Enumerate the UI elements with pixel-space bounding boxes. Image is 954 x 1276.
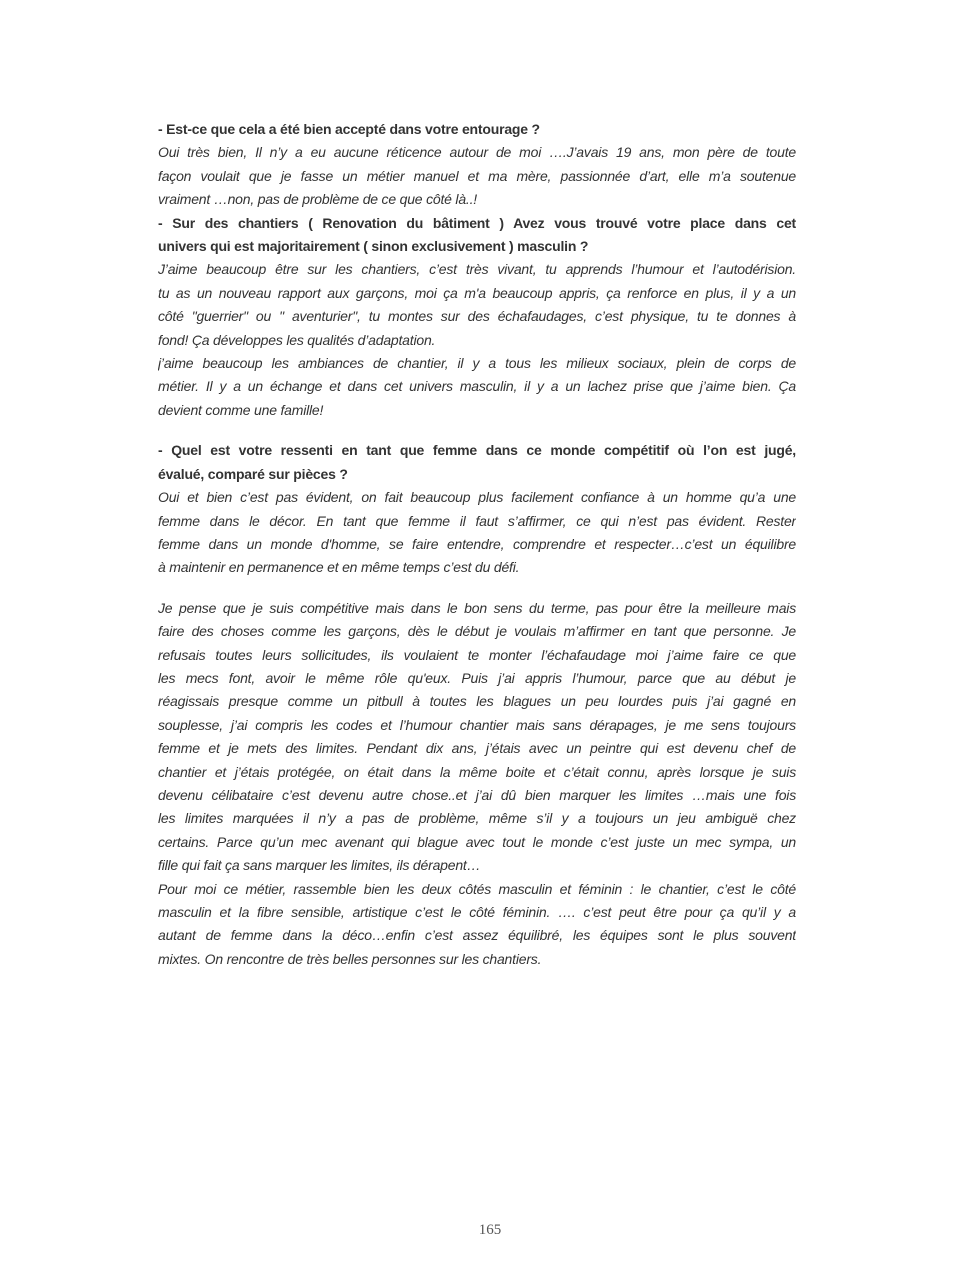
text-line: façon voulait que je fasse un métier manuel et ma mère, passionnée d’art, elle m’a soutenue [158,167,796,184]
text-line: Oui et bien c’est pas évident, on fait beaucoup plus facilement confiance à un homme qu’a une [158,489,796,506]
text-line: réagissais presque comme un pitbull à toutes les blagues un peu lourdes puis j’ai gagné en [158,693,796,710]
interview-answer [158,141,796,211]
text-line: Je pense que je suis compétitive mais dans le bon sens du terme, pas pour être la meilleure mais [158,599,796,616]
text-line: - Quel est votre ressenti en tant que femme dans ce monde compétitif où l’on est jugé, [158,442,796,459]
interview-answer [158,486,796,580]
text-line: évalué, comparé sur pièces ? [158,465,348,482]
text-line: les mecs font, avoir le même rôle qu'eux. Puis j’ai appris l’humour, parce que au début je [158,669,796,686]
text-line: femme dans un monde d'homme, se faire entendre, comprendre et respecter…c’est un équilibre [158,535,796,552]
text-line: à maintenir en permanence et en même temps c’est du défi. [158,559,520,576]
text-line: univers qui est majoritairement ( sinon exclusivement ) masculin ? [158,238,589,255]
text-line: fille qui fait ça sans marquer les limites, ils dérapent… [158,857,481,874]
text-line: les limites marquées il n’y a pas de problème, même s’il y a toujours un jeu ambiguë chez [158,810,796,827]
interview-question [158,118,796,141]
interview-question [158,212,796,259]
interview-answer [158,352,796,422]
interview-answer [158,258,796,352]
text-line: côté "guerrier" ou " aventurier", tu montes sur des échafaudages, c’est physique, tu te donnes à [158,308,796,325]
text-line: devenu célibataire c’est devenu autre chose..et j’ai dû bien marquer les limites …mais une fois [158,786,796,803]
text-line: j’aime beaucoup les ambiances de chantier, il y a tous les milieux sociaux, plein de corps de [158,355,796,372]
text-line: masculin et la fibre sensible, artistique c’est le côté féminin. …. c’est peut être pour ça qu’il y a [158,904,796,920]
interview-answer [158,878,796,972]
text-line: vraiment …non, pas de problème de ce que côté là..! [158,191,477,208]
text-line: - Sur des chantiers ( Renovation du bâtiment ) Avez vous trouvé votre place dans cet [158,214,796,231]
page-number: 165 [478,1222,502,1238]
text-line: devient comme une famille! [158,401,324,418]
interview-answer [158,597,796,878]
text-line: Oui très bien, Il n’y a eu aucune réticence autour de moi ….J’avais 19 ans, mon père de toute [158,144,796,161]
text-line: souplesse, j’ai compris les codes et l’humour chantier mais sans dérapages, je me sens toujours [158,716,796,733]
text-line: fond! Ça développes les qualités d’adaptation. [158,331,436,348]
text-line: femme et je mets des limites. Pendant dix ans, j’étais avec un peintre qui est devenu chef de [158,740,796,757]
text-line: Pour moi ce métier, rassemble bien les deux côtés masculin et féminin : le chantier, c’est le côté [158,880,796,897]
text-line: certains. Parce qu’un mec avenant qui blague avec tout le monde c’est juste un mec sympa, un [158,833,796,850]
document-body [158,118,796,971]
text-line: faire des choses comme les garçons, dès le début je voulais m’affirmer en tant que personne. Je [158,623,796,640]
interview-question [158,439,796,486]
text-line: mixtes. On rencontre de très belles personnes sur les chantiers. [158,950,542,967]
text-line: autant de femme dans la déco…enfin c’est assez équilibré, les équipes sont le plus souvent [158,927,796,944]
text-line: chantier et j’étais protégée, on était dans la même boite et c’était connu, après lorsque je suis [158,763,796,780]
text-line: femme dans le décor. En tant que femme il faut s’affirmer, ce qui n’est pas évident. Rester [158,512,796,529]
text-line: - Est-ce que cela a été bien accepté dans votre entourage ? [158,121,540,137]
text-line: J’aime beaucoup être sur les chantiers, c’est très vivant, tu apprends l’humour et l’autodérision. [158,261,796,278]
text-line: refusais toutes leurs sollicitudes, ils voulaient te monter l’échafaudage moi j’aime faire ce que [158,646,796,663]
text-line: tu as un nouveau rapport aux garçons, moi ça m'a beaucoup appris, ça renforce en plus, il y a un [158,284,796,301]
text-line: métier. Il y a un échange et dans cet univers masculin, il y a un lachez prise que j’aime bien. Ça [158,378,796,395]
